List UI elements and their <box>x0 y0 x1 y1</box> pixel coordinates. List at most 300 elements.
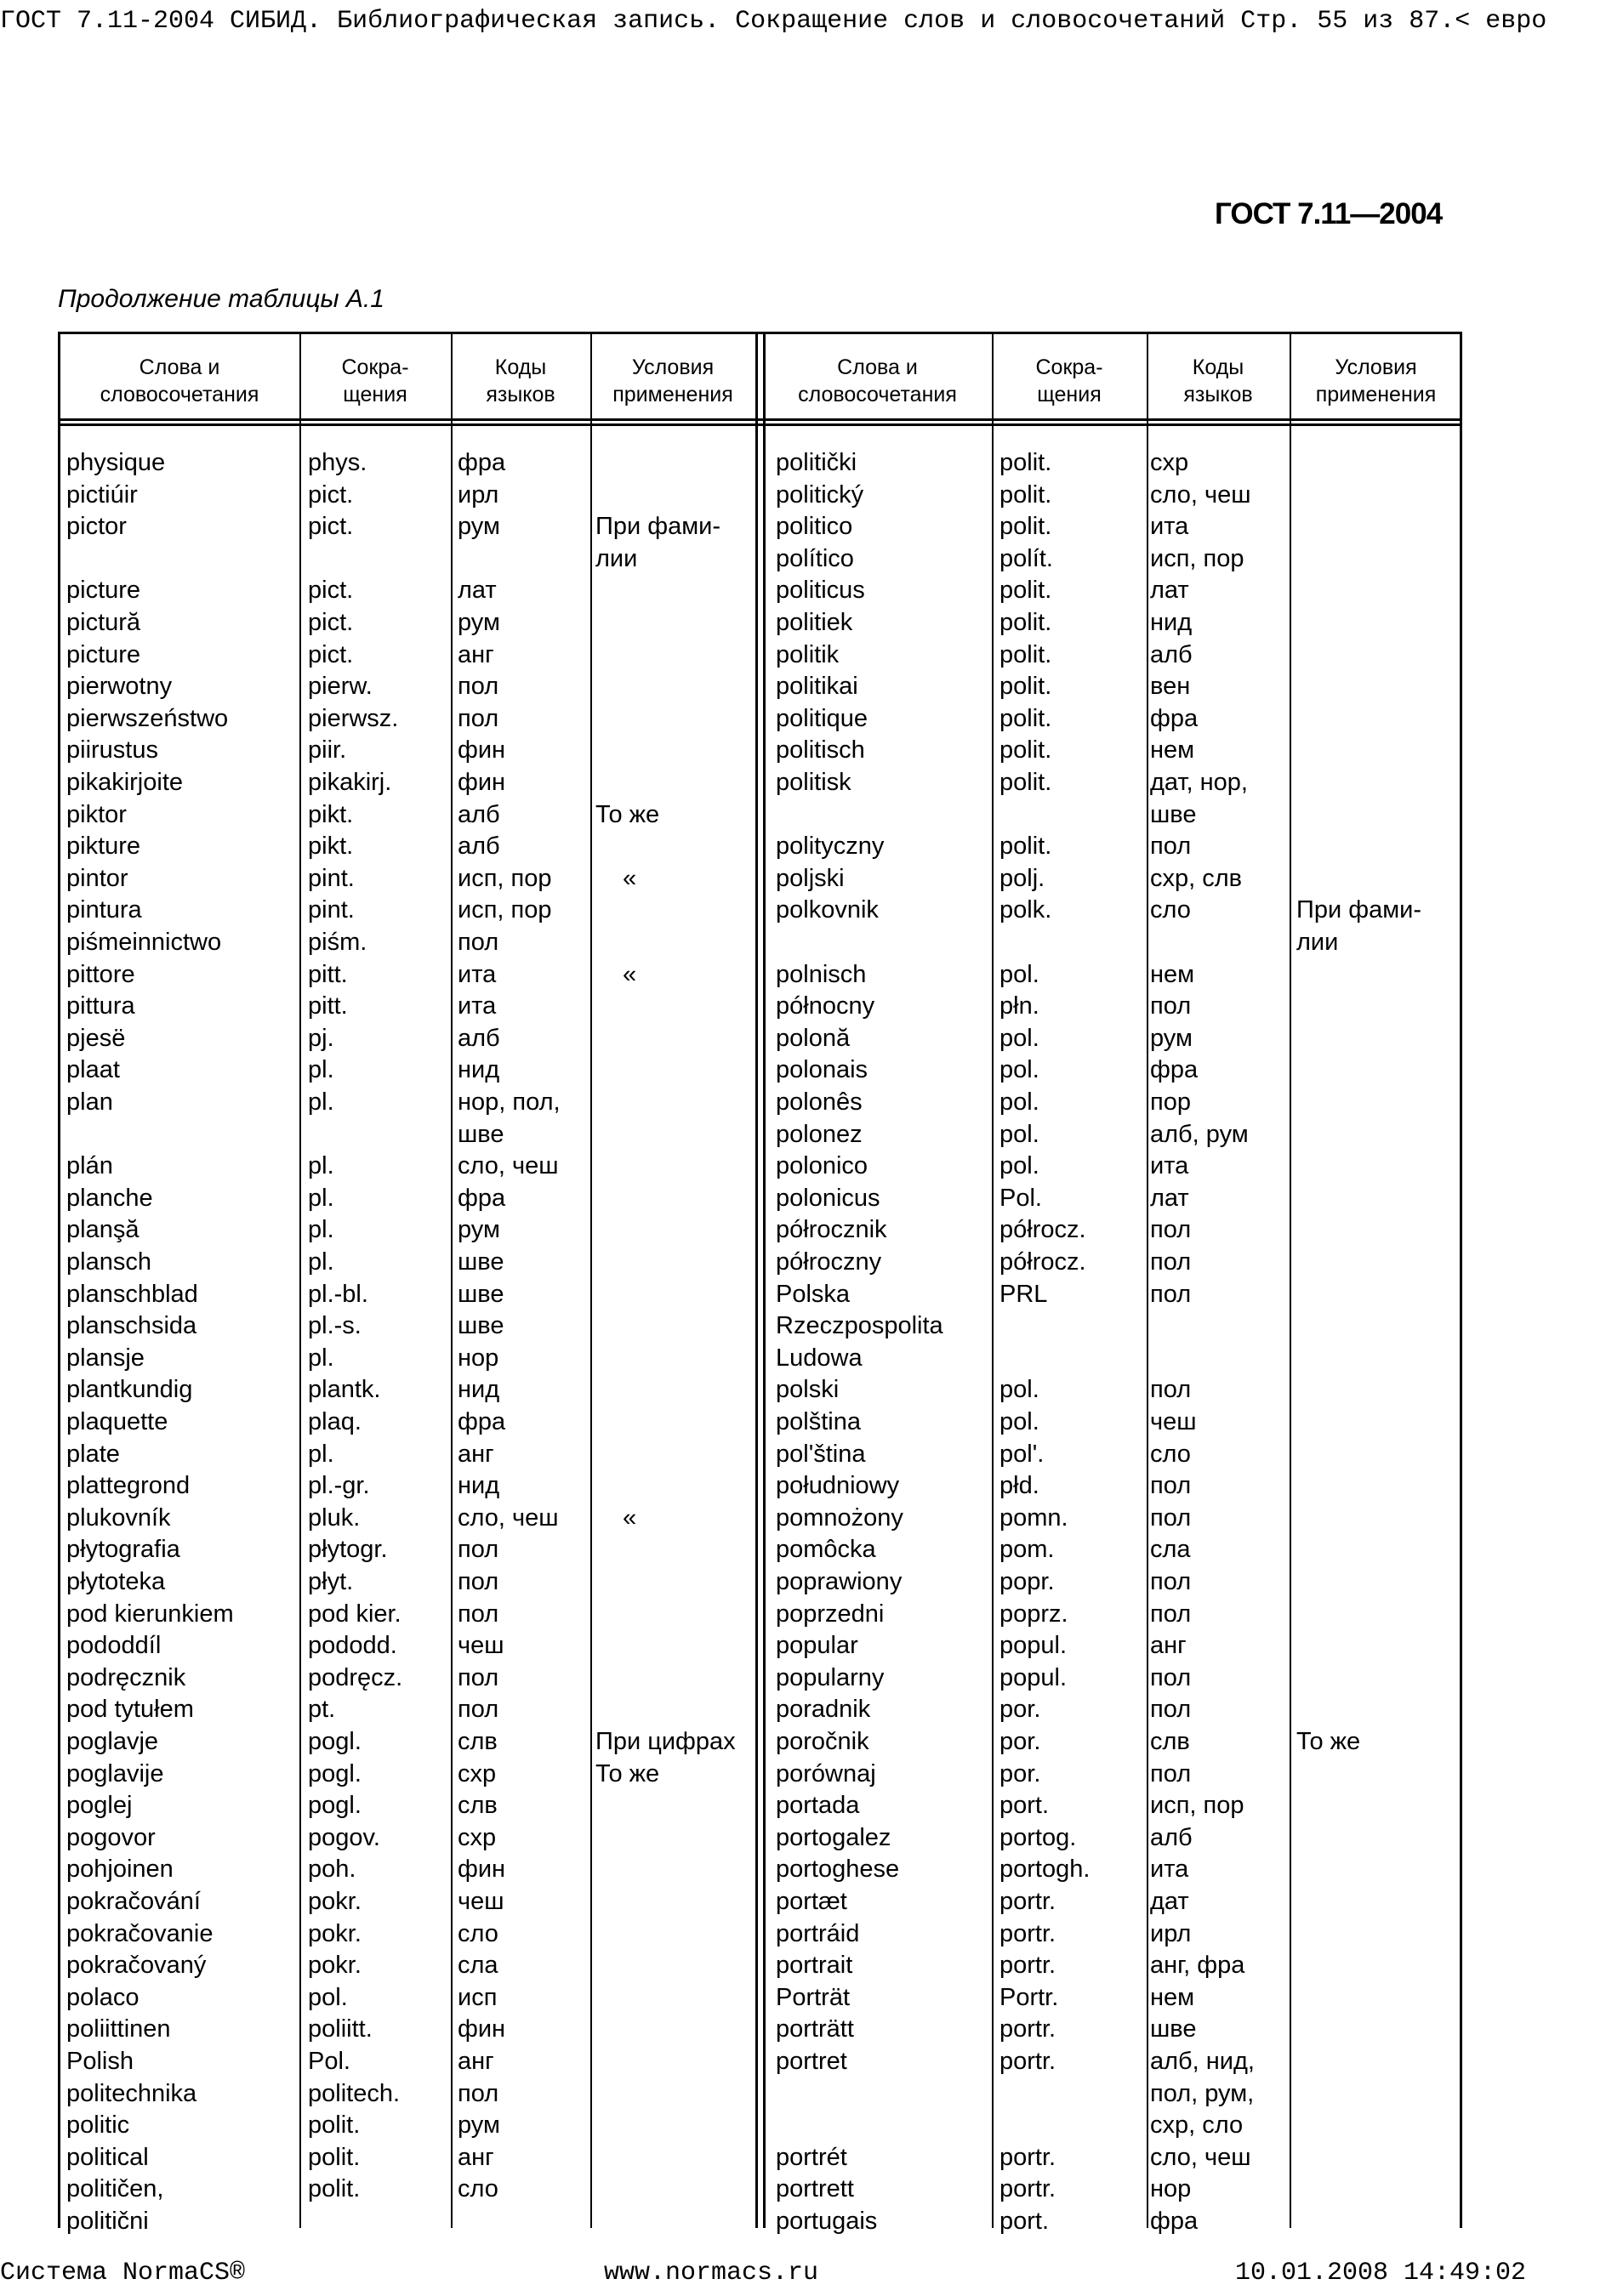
table-row <box>0 2110 1623 2142</box>
cell-language-code: фра <box>1150 1056 1199 1084</box>
cell-language-code: анг <box>458 640 494 668</box>
cell-language-code: сло <box>1150 1440 1191 1468</box>
table-row <box>0 1886 1623 1918</box>
cell-word: portrett <box>776 2175 854 2203</box>
cell-language-code: анг <box>458 1440 494 1468</box>
cell-condition: лии <box>1296 929 1339 956</box>
cell-abbreviation: popul. <box>999 1663 1068 1691</box>
cell-word: poradnik <box>776 1696 871 1724</box>
cell-condition: При фами- <box>1296 896 1422 924</box>
cell-word: planschsida <box>66 1312 197 1340</box>
cell-abbreviation: pl. <box>308 1248 334 1276</box>
cell-abbreviation: polj. <box>999 864 1045 892</box>
cell-word: polonă <box>776 1024 851 1052</box>
cell-language-code: пол <box>1150 1696 1192 1724</box>
cell-abbreviation: polít. <box>999 544 1053 572</box>
cell-language-code: алб, рум <box>1150 1120 1249 1148</box>
cell-abbreviation: polit. <box>999 449 1052 476</box>
cell-abbreviation: por. <box>999 1728 1041 1755</box>
cell-word: politický <box>776 480 864 509</box>
cell-language-code: фра <box>458 1184 506 1212</box>
cell-abbreviation: polit. <box>999 480 1052 509</box>
cell-abbreviation: poh. <box>308 1856 356 1884</box>
cell-abbreviation: pokr. <box>308 1888 362 1915</box>
cell-condition: « <box>623 960 637 988</box>
cell-word: porównaj <box>776 1759 876 1787</box>
cell-language-code: пол <box>1150 1216 1192 1244</box>
table-row <box>0 1214 1623 1247</box>
table-row <box>0 1407 1623 1439</box>
cell-language-code: ирл <box>458 480 499 509</box>
cell-language-code: пол <box>458 1696 499 1724</box>
cell-word: plaat <box>66 1056 120 1084</box>
cell-abbreviation: pol'. <box>999 1440 1045 1468</box>
browser-print-footer <box>0 2252 1623 2294</box>
table-row <box>0 767 1623 799</box>
table-row <box>0 639 1623 672</box>
cell-language-code: алб, нид, <box>1150 2048 1255 2075</box>
cell-language-code: нор, пол, <box>458 1088 561 1116</box>
cell-language-code: лат <box>1150 577 1189 605</box>
cell-abbreviation: piir. <box>308 736 347 764</box>
cell-condition: « <box>623 1503 637 1532</box>
cell-language-code: нем <box>1150 736 1195 764</box>
cell-word: polaco <box>66 1983 140 2011</box>
cell-word: plansje <box>66 1344 145 1372</box>
cell-word: poprawiony <box>776 1568 903 1595</box>
cell-condition: При фами- <box>595 513 721 541</box>
table-row <box>0 799 1623 832</box>
cell-condition: При цифрах <box>595 1728 736 1755</box>
cell-condition: « <box>623 864 637 892</box>
cell-abbreviation: pl. <box>308 1088 334 1116</box>
cell-language-code: фра <box>458 449 506 476</box>
cell-word: portada <box>776 1792 860 1820</box>
cell-abbreviation: pogov. <box>308 1823 380 1851</box>
header-words: Слова и словосочетания <box>798 355 957 406</box>
cell-language-code: рум <box>458 609 500 636</box>
cell-language-code: нид <box>458 1056 500 1084</box>
table-row <box>0 991 1623 1023</box>
cell-word: pokračovanie <box>66 1919 214 1947</box>
cell-language-code: схр, сло <box>1150 2111 1244 2140</box>
cell-word: pokračovaný <box>66 1952 207 1980</box>
table-row <box>0 1119 1623 1151</box>
cell-abbreviation: polit. <box>308 2175 361 2203</box>
cell-language-code: ита <box>458 960 497 988</box>
cell-word: portugais <box>776 2208 878 2235</box>
cell-abbreviation: polit. <box>999 609 1052 636</box>
cell-language-code: схр <box>458 1823 497 1851</box>
cell-language-code: алб <box>458 800 500 828</box>
cell-abbreviation: pl. <box>308 1216 334 1244</box>
cell-word: południowy <box>776 1472 900 1500</box>
footer-system-name: Система NormaCS® <box>0 2259 246 2287</box>
header-separator <box>58 418 1462 421</box>
cell-language-code: фин <box>458 2015 506 2043</box>
cell-abbreviation: pluk. <box>308 1503 361 1532</box>
cell-language-code: сла <box>458 1952 498 1980</box>
cell-language-code: шве <box>458 1312 504 1340</box>
cell-abbreviation: polit. <box>999 769 1052 796</box>
table-row <box>0 1630 1623 1662</box>
cell-abbreviation: płytogr. <box>308 1536 388 1564</box>
cell-condition: То же <box>595 800 660 828</box>
cell-word: półrocznik <box>776 1216 887 1244</box>
cell-abbreviation: portr. <box>999 1888 1056 1915</box>
table-row <box>0 1566 1623 1599</box>
table-row <box>0 1439 1623 1471</box>
cell-word: pod tytułem <box>66 1696 194 1724</box>
cell-word: popularny <box>776 1663 885 1691</box>
cell-abbreviation: płyt. <box>308 1568 354 1595</box>
cell-word: porträtt <box>776 2015 854 2043</box>
cell-abbreviation: pol. <box>999 1120 1039 1148</box>
cell-language-code: чеш <box>1150 1408 1197 1435</box>
cell-language-code: схр, слв <box>1150 864 1243 892</box>
cell-abbreviation: półrocz. <box>999 1248 1086 1276</box>
cell-language-code: шве <box>1150 2015 1197 2043</box>
cell-abbreviation: polit. <box>999 513 1052 541</box>
cell-language-code: анг <box>458 2048 494 2075</box>
cell-language-code: сло <box>1150 896 1191 924</box>
table-row <box>0 671 1623 703</box>
cell-language-code: дат, нор, <box>1150 769 1248 796</box>
cell-language-code: вен <box>1150 673 1191 701</box>
cell-language-code: сло, чеш <box>458 1503 559 1532</box>
cell-abbreviation: pict. <box>308 640 354 668</box>
table-row <box>0 1534 1623 1566</box>
cell-word: plansch <box>66 1248 151 1276</box>
cell-abbreviation: poprz. <box>999 1600 1068 1628</box>
header-language-codes: Коды языков <box>1183 355 1253 406</box>
cell-word: portoghese <box>776 1856 900 1884</box>
cell-abbreviation: płd. <box>999 1472 1039 1500</box>
cell-word: plukovník <box>66 1503 171 1532</box>
cell-word: plantkundig <box>66 1376 193 1404</box>
cell-language-code: исп <box>458 1983 498 2011</box>
table-row <box>0 1694 1623 1726</box>
cell-abbreviation: pl. <box>308 1152 334 1180</box>
cell-abbreviation: portr. <box>999 2015 1056 2043</box>
cell-word: plán <box>66 1152 113 1180</box>
cell-word: pictură <box>66 609 141 636</box>
cell-word: politički <box>776 449 857 476</box>
cell-abbreviation: Pol. <box>308 2048 350 2075</box>
header-separator <box>58 423 1462 426</box>
cell-word: politic <box>66 2111 130 2140</box>
table-row <box>0 607 1623 639</box>
cell-abbreviation: pol. <box>999 960 1039 988</box>
cell-word: pjesë <box>66 1024 126 1052</box>
cell-language-code: схр <box>458 1759 497 1787</box>
cell-language-code: рум <box>458 513 500 541</box>
cell-abbreviation: pl.-bl. <box>308 1280 368 1308</box>
table-row <box>0 1982 1623 2015</box>
cell-abbreviation: półrocz. <box>999 1216 1086 1244</box>
cell-language-code: пол <box>458 673 499 701</box>
cell-language-code: ита <box>1150 513 1189 541</box>
cell-language-code: слв <box>458 1728 498 1755</box>
cell-language-code: пол <box>1150 1568 1192 1595</box>
table-row <box>0 1503 1623 1535</box>
header-language-codes: Коды языков <box>486 355 555 406</box>
cell-word: portrait <box>776 1952 853 1980</box>
cell-language-code: схр <box>1150 449 1189 476</box>
cell-language-code: нор <box>458 1344 499 1372</box>
cell-abbreviation: pint. <box>308 896 355 924</box>
cell-abbreviation: port. <box>999 2208 1050 2235</box>
cell-abbreviation: pl. <box>308 1184 334 1212</box>
cell-language-code: пол <box>458 704 499 732</box>
cell-abbreviation: pierw. <box>308 673 373 701</box>
cell-word: politicus <box>776 577 865 605</box>
cell-word: pomôcka <box>776 1536 876 1564</box>
cell-word: pictiúir <box>66 480 138 509</box>
cell-word: podręcznik <box>66 1663 186 1691</box>
cell-word: pierwotny <box>66 673 173 701</box>
cell-language-code: чеш <box>458 1632 504 1660</box>
table-row <box>0 511 1623 543</box>
cell-language-code: фра <box>458 1408 506 1435</box>
cell-language-code: рум <box>1150 1024 1193 1052</box>
table-row <box>0 1790 1623 1822</box>
cell-abbreviation: portr. <box>999 1919 1056 1947</box>
cell-abbreviation: pint. <box>308 864 355 892</box>
cell-word: politiek <box>776 609 853 636</box>
cell-word: politique <box>776 704 868 732</box>
cell-word: picture <box>66 577 141 605</box>
cell-language-code: пол <box>1150 992 1192 1020</box>
cell-language-code: слв <box>458 1792 498 1820</box>
cell-word: poglavije <box>66 1759 164 1787</box>
table-continuation-caption: Продолжение таблицы А.1 <box>58 285 384 313</box>
cell-abbreviation: por. <box>999 1696 1041 1724</box>
cell-language-code: пол <box>458 1568 499 1595</box>
cell-language-code: алб <box>1150 640 1193 668</box>
cell-language-code: пол <box>458 1536 499 1564</box>
cell-language-code: шве <box>1150 800 1197 828</box>
table-row <box>0 447 1623 480</box>
cell-word: politikai <box>776 673 858 701</box>
cell-word: Ludowa <box>776 1344 863 1372</box>
cell-abbreviation: pict. <box>308 577 354 605</box>
cell-abbreviation: popul. <box>999 1632 1068 1660</box>
cell-language-code: нид <box>1150 609 1193 636</box>
cell-abbreviation: pl.-gr. <box>308 1472 370 1500</box>
cell-word: pittura <box>66 992 135 1020</box>
cell-word: portogalez <box>776 1823 891 1851</box>
cell-language-code: шве <box>458 1120 504 1148</box>
cell-word: polityczny <box>776 833 885 861</box>
cell-word: pintura <box>66 896 142 924</box>
cell-word: político <box>776 544 854 572</box>
cell-word: pod kierunkiem <box>66 1600 234 1628</box>
cell-abbreviation: portogh. <box>999 1856 1091 1884</box>
header-words: Слова и словосочетания <box>100 355 259 406</box>
footer-timestamp: 10.01.2008 14:49:02 <box>1235 2259 1527 2287</box>
table-row <box>0 480 1623 512</box>
cell-language-code: нем <box>1150 960 1195 988</box>
cell-abbreviation: pict. <box>308 480 354 509</box>
cell-abbreviation: poliitt. <box>308 2015 373 2043</box>
cell-condition: То же <box>595 1759 660 1787</box>
cell-abbreviation: port. <box>999 1792 1050 1820</box>
cell-abbreviation: polk. <box>999 896 1052 924</box>
cell-abbreviation: pikakirj. <box>308 769 392 796</box>
cell-language-code: ита <box>1150 1856 1189 1884</box>
cell-abbreviation: pokr. <box>308 1952 362 1980</box>
cell-word: pikakirjoite <box>66 769 183 796</box>
cell-abbreviation: pogl. <box>308 1792 362 1820</box>
cell-abbreviation: politech. <box>308 2079 401 2107</box>
cell-abbreviation: pitt. <box>308 992 348 1020</box>
header-conditions: Условия применения <box>612 355 733 406</box>
cell-language-code: дат <box>1150 1888 1189 1915</box>
header-conditions: Условия применения <box>1315 355 1437 406</box>
cell-word: Polska <box>776 1280 851 1308</box>
cell-language-code: пол <box>1150 1248 1192 1276</box>
cell-word: portráid <box>776 1919 860 1947</box>
cell-abbreviation: popr. <box>999 1568 1055 1595</box>
table-row <box>0 2046 1623 2078</box>
cell-word: pierwszeństwo <box>66 704 229 732</box>
cell-abbreviation: portr. <box>999 2175 1056 2203</box>
cell-language-code: фра <box>1150 2208 1199 2235</box>
cell-word: politisk <box>776 769 851 796</box>
cell-abbreviation: podręcz. <box>308 1663 403 1691</box>
cell-language-code: шве <box>458 1280 504 1308</box>
cell-word: plaquette <box>66 1408 168 1435</box>
cell-language-code: алб <box>1150 1823 1193 1851</box>
cell-language-code: рум <box>458 1216 500 1244</box>
cell-language-code: фин <box>458 1856 506 1884</box>
cell-language-code: сло, чеш <box>1150 480 1251 509</box>
cell-language-code: пол <box>458 1663 499 1691</box>
cell-abbreviation: plaq. <box>308 1408 362 1435</box>
cell-language-code: ита <box>1150 1152 1189 1180</box>
header-abbreviations: Сокра- щения <box>1035 355 1103 406</box>
table-row <box>0 1599 1623 1631</box>
cell-word: pintor <box>66 864 128 892</box>
cell-abbreviation: portr. <box>999 1952 1056 1980</box>
table-row <box>0 1023 1623 1055</box>
cell-word: pododdíl <box>66 1632 162 1660</box>
cell-word: physique <box>66 449 166 476</box>
browser-print-header: ГОСТ 7.11-2004 СИБИД. Библиографическая запись. Сокращение слов и словосочетаний Стр. 55 из 87.< евро <box>0 7 1547 36</box>
cell-abbreviation: pol. <box>999 1408 1039 1435</box>
cell-abbreviation: pododd. <box>308 1632 397 1660</box>
cell-abbreviation: pj. <box>308 1024 334 1052</box>
table-row <box>0 575 1623 607</box>
cell-word: portrét <box>776 2143 847 2171</box>
cell-abbreviation: polit. <box>999 673 1052 701</box>
cell-language-code: фра <box>1150 704 1199 732</box>
cell-abbreviation: pict. <box>308 513 354 541</box>
cell-language-code: пол <box>1150 1600 1192 1628</box>
cell-language-code: сло <box>458 2175 498 2203</box>
cell-word: polonais <box>776 1056 868 1084</box>
cell-abbreviation: portog. <box>999 1823 1077 1851</box>
cell-word: politechnika <box>66 2079 197 2107</box>
cell-word: politični <box>66 2208 149 2235</box>
cell-language-code: сло, чеш <box>1150 2143 1251 2171</box>
cell-abbreviation: polit. <box>999 577 1052 605</box>
cell-condition: То же <box>1296 1728 1361 1755</box>
document-code: ГОСТ 7.11—2004 <box>1215 197 1443 230</box>
cell-abbreviation: pol. <box>999 1152 1039 1180</box>
cell-word: pikture <box>66 833 141 861</box>
cell-abbreviation: Pol. <box>999 1184 1042 1212</box>
table-row <box>0 959 1623 992</box>
cell-word: pittore <box>66 960 135 988</box>
cell-language-code: нид <box>458 1472 500 1500</box>
cell-language-code: пол <box>1150 833 1192 861</box>
cell-abbreviation: pl.-s. <box>308 1312 362 1340</box>
cell-abbreviation: pt. <box>308 1696 336 1724</box>
table-row <box>0 2174 1623 2206</box>
cell-abbreviation: pogl. <box>308 1728 362 1755</box>
cell-abbreviation: pikt. <box>308 800 354 828</box>
cell-word: portret <box>776 2048 847 2075</box>
cell-language-code: фин <box>458 736 506 764</box>
table-row <box>0 863 1623 895</box>
cell-word: portæt <box>776 1888 847 1915</box>
cell-word: poglavje <box>66 1728 159 1755</box>
table-row <box>0 543 1623 576</box>
table-row <box>0 895 1623 927</box>
cell-word: poliittinen <box>66 2015 171 2043</box>
cell-word: politico <box>776 513 853 541</box>
cell-language-code: сло, чеш <box>458 1152 559 1180</box>
cell-abbreviation: polit. <box>999 640 1052 668</box>
cell-language-code: фин <box>458 769 506 796</box>
table-row <box>0 1726 1623 1759</box>
cell-language-code: алб <box>458 1024 500 1052</box>
table-row <box>0 831 1623 863</box>
cell-word: planşă <box>66 1216 140 1244</box>
cell-word: politisch <box>776 736 865 764</box>
cell-language-code: пол <box>458 929 499 956</box>
cell-word: poročnik <box>776 1728 869 1755</box>
cell-language-code: исп, пор <box>1150 544 1244 572</box>
cell-language-code: пор <box>1150 1088 1191 1116</box>
table-row <box>0 1279 1623 1311</box>
cell-language-code: лат <box>1150 1184 1189 1212</box>
cell-word: polonicus <box>776 1184 880 1212</box>
cell-language-code: слв <box>1150 1728 1190 1755</box>
cell-condition: лии <box>595 544 638 572</box>
cell-abbreviation: pokr. <box>308 1919 362 1947</box>
table-row <box>0 2078 1623 2111</box>
cell-language-code: исп, пор <box>1150 1792 1244 1820</box>
cell-language-code: нор <box>1150 2175 1192 2203</box>
table-row <box>0 1470 1623 1503</box>
table-row <box>0 927 1623 959</box>
cell-language-code: пол <box>1150 1663 1192 1691</box>
table-row <box>0 1087 1623 1119</box>
table-row <box>0 1310 1623 1343</box>
table-row <box>0 2142 1623 2174</box>
cell-abbreviation: pol. <box>999 1056 1039 1084</box>
cell-language-code: анг <box>1150 1632 1187 1660</box>
table-row <box>0 1183 1623 1215</box>
table-row <box>0 2014 1623 2046</box>
cell-language-code: шве <box>458 1248 504 1276</box>
cell-abbreviation: pol. <box>308 1983 348 2011</box>
cell-word: Porträt <box>776 1983 851 2011</box>
cell-abbreviation: portr. <box>999 2048 1056 2075</box>
